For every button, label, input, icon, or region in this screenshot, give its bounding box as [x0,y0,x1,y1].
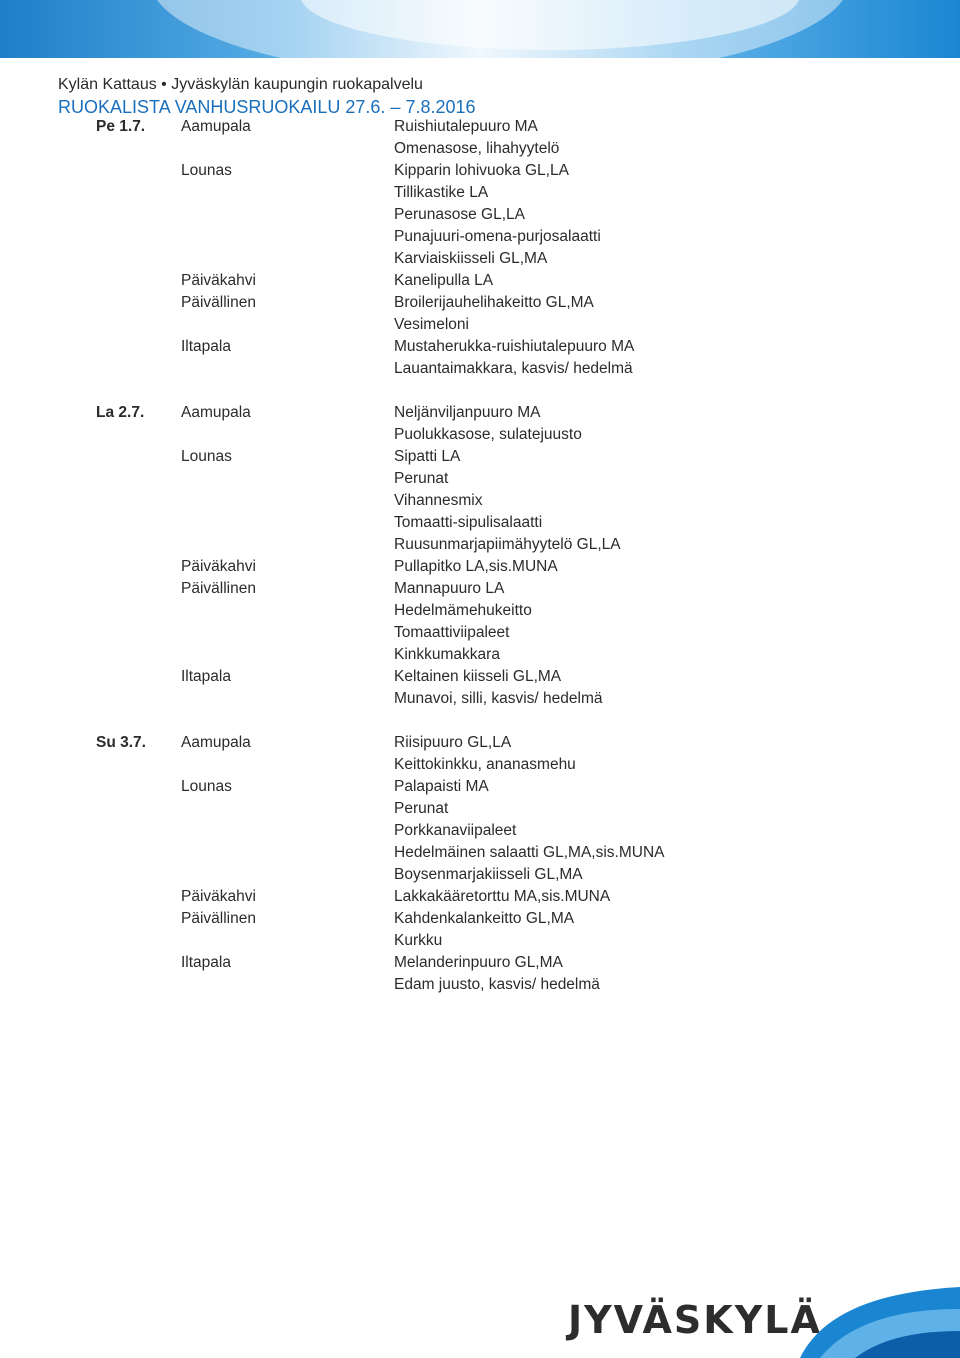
menu-row [0,424,960,446]
day-label: Pe 1.7. [96,118,146,135]
dish-item: Perunat [394,800,449,817]
meal-label: Iltapala [181,338,231,355]
menu-row [0,160,960,182]
dish-item: Mannapuuro LA [394,580,505,597]
dish-item: Porkkanaviipaleet [394,822,517,839]
meal-label: Aamupala [181,404,251,421]
dish-item: Hedelmäinen salaatti GL,MA,sis.MUNA [394,844,665,861]
dish-item: Kipparin lohivuoka GL,LA [394,162,569,179]
jyvaskyla-logo-text: JYVÄSKYLÄ [568,1298,822,1342]
menu-row [0,886,960,908]
dish-item: Puolukkasose, sulatejuusto [394,426,582,443]
dish-item: Vihannesmix [394,492,483,509]
day-section [0,116,960,380]
meal-label: Päivällinen [181,294,256,311]
dish-item: Neljänviljanpuuro MA [394,404,541,421]
meal-label: Päiväkahvi [181,272,256,289]
meal-label: Lounas [181,162,232,179]
dish-item: Sipatti LA [394,448,461,465]
header-banner [0,0,960,58]
dish-item: Perunasose GL,LA [394,206,525,223]
dish-item: Perunat [394,470,449,487]
dish-item: Kahdenkalankeitto GL,MA [394,910,575,927]
menu-row [0,490,960,512]
meal-label: Päiväkahvi [181,888,256,905]
meal-label: Päiväkahvi [181,558,256,575]
menu-row [0,336,960,358]
dish-item: Munavoi, silli, kasvis/ hedelmä [394,690,603,707]
menu-row [0,798,960,820]
dish-item: Broilerijauhelihakeitto GL,MA [394,294,594,311]
document-header [58,76,476,118]
menu-row [0,512,960,534]
menu-row [0,974,960,996]
menu-row [0,622,960,644]
dish-item: Palapaisti MA [394,778,489,795]
menu-row [0,402,960,424]
menu-row [0,908,960,930]
menu-row [0,534,960,556]
menu-row [0,754,960,776]
menu-row [0,578,960,600]
menu-row [0,842,960,864]
menu-row [0,468,960,490]
menu-row [0,292,960,314]
dish-item: Ruusunmarjapiimähyytelö GL,LA [394,536,621,553]
menu-row [0,116,960,138]
dish-item: Tomaatti-sipulisalaatti [394,514,543,531]
dish-item: Vesimeloni [394,316,469,333]
meal-label: Lounas [181,448,232,465]
menu-row [0,182,960,204]
menu-row [0,666,960,688]
dish-item: Riisipuuro GL,LA [394,734,512,751]
meal-label: Aamupala [181,734,251,751]
day-label: Su 3.7. [96,734,146,751]
dish-item: Tillikastike LA [394,184,489,201]
menu-row [0,138,960,160]
dish-item: Lauantaimakkara, kasvis/ hedelmä [394,360,633,377]
dish-item: Kurkku [394,932,443,949]
dish-item: Lakkakääretorttu MA,sis.MUNA [394,888,611,905]
dish-item: Keltainen kiisseli GL,MA [394,668,562,685]
menu-row [0,732,960,754]
dish-item: Edam juusto, kasvis/ hedelmä [394,976,600,993]
day-section [0,732,960,996]
meal-label: Iltapala [181,668,231,685]
day-label: La 2.7. [96,404,145,421]
menu-row [0,820,960,842]
menu-row [0,358,960,380]
menu-row [0,248,960,270]
menu-row [0,556,960,578]
dish-item: Omenasose, lihahyytelö [394,140,560,157]
jyvaskyla-logo-mark-icon [800,1287,960,1358]
dish-item: Karviaiskiisseli GL,MA [394,250,548,267]
menu-row [0,930,960,952]
dish-item: Hedelmämehukeitto [394,602,532,619]
menu-row [0,600,960,622]
menu-title: RUOKALISTA VANHUSRUOKAILU 27.6. – 7.8.2016 [58,97,476,117]
organization-line: Kylän Kattaus • Jyväskylän kaupungin ruokapalvelu [58,76,423,93]
menu-list [0,116,960,996]
dish-item: Ruishiutalepuuro MA [394,118,538,135]
menu-row [0,864,960,886]
menu-row [0,644,960,666]
day-spacer [0,710,960,732]
meal-label: Iltapala [181,954,231,971]
dish-item: Keittokinkku, ananasmehu [394,756,576,773]
dish-item: Kanelipulla LA [394,272,494,289]
dish-item: Boysenmarjakiisseli GL,MA [394,866,583,883]
meal-label: Päivällinen [181,580,256,597]
day-section [0,402,960,710]
meal-label: Päivällinen [181,910,256,927]
meal-label: Lounas [181,778,232,795]
dish-item: Kinkkumakkara [394,646,500,663]
menu-row [0,952,960,974]
dish-item: Tomaattiviipaleet [394,624,510,641]
dish-item: Punajuuri-omena-purjosalaatti [394,228,601,245]
dish-item: Mustaherukka-ruishiutalepuuro MA [394,338,635,355]
menu-row [0,776,960,798]
menu-row [0,226,960,248]
dish-item: Melanderinpuuro GL,MA [394,954,563,971]
day-spacer [0,380,960,402]
menu-row [0,446,960,468]
menu-row [0,270,960,292]
menu-row [0,204,960,226]
meal-label: Aamupala [181,118,251,135]
menu-row [0,314,960,336]
dish-item: Pullapitko LA,sis.MUNA [394,558,558,575]
menu-row [0,688,960,710]
